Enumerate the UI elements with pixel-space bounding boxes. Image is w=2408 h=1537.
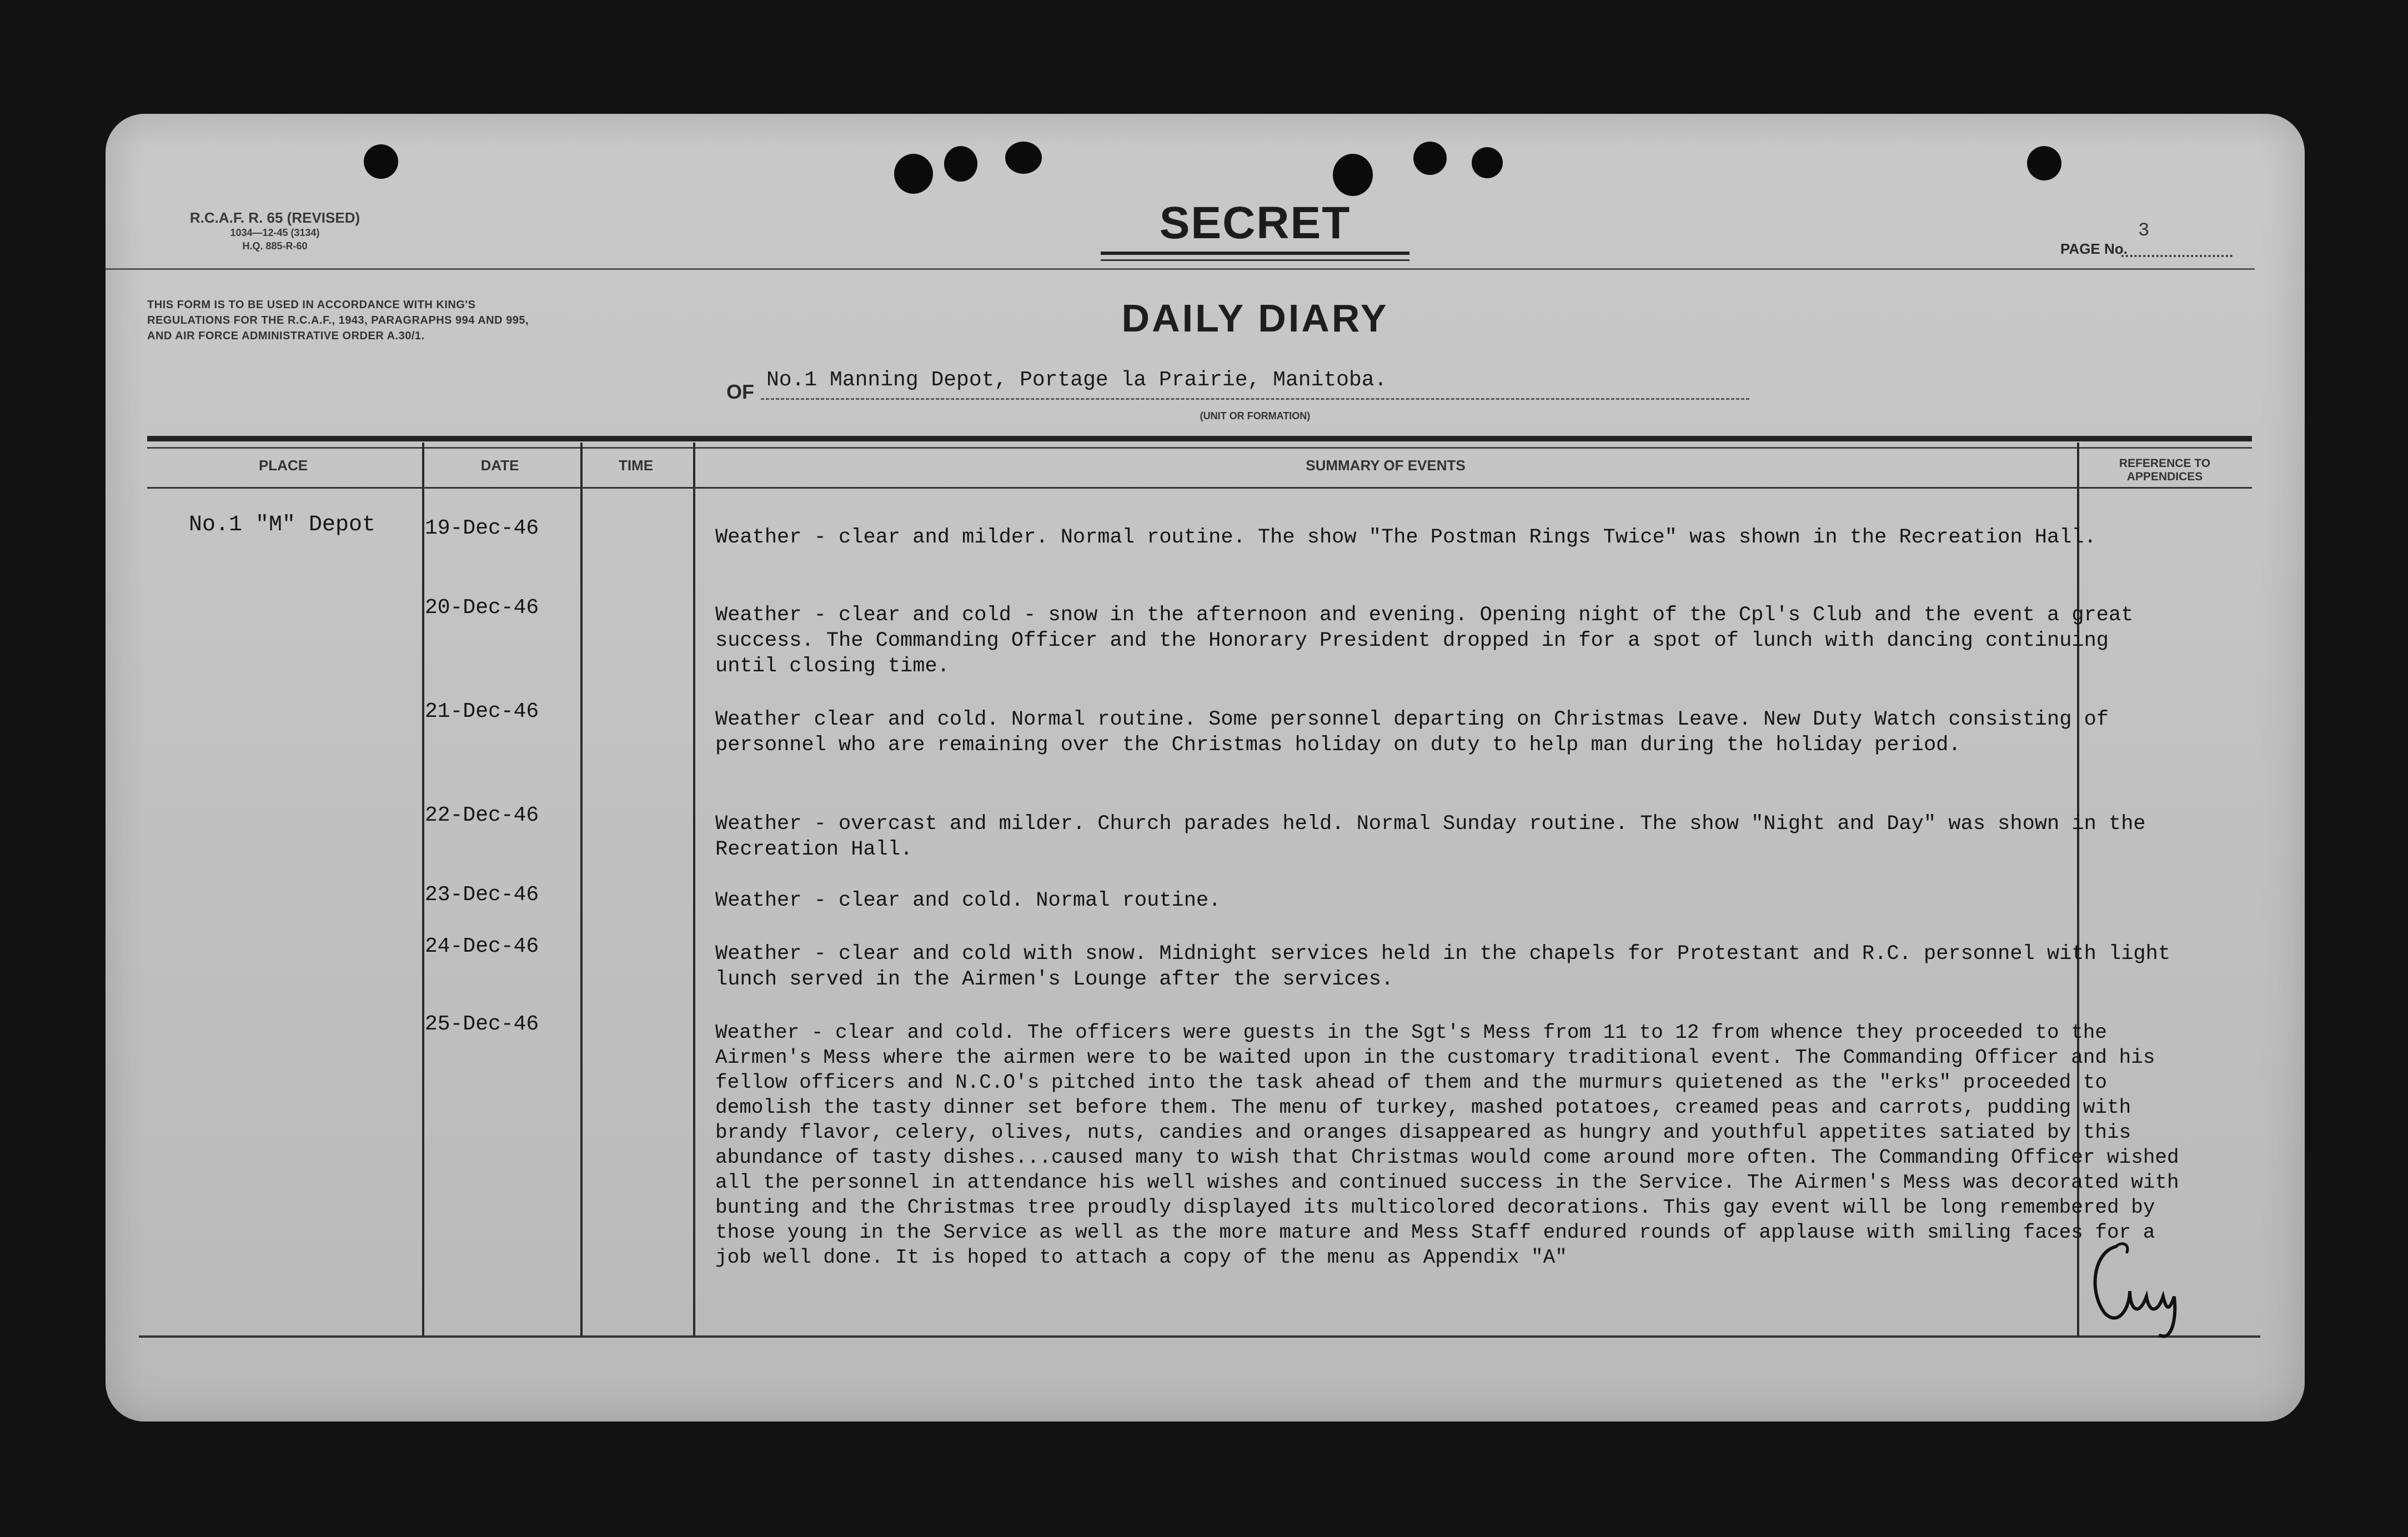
header-rule xyxy=(106,268,2255,270)
classification-underline xyxy=(1101,252,1409,255)
classification-stamp: SECRET xyxy=(1159,198,1351,248)
header-bottom-rule xyxy=(147,487,2252,489)
date-cell: 19-Dec-46 xyxy=(425,516,539,540)
header-time: TIME xyxy=(618,457,654,474)
page-number: 3 xyxy=(2138,220,2150,242)
summary-cell: Weather - overcast and milder. Church parades held. Normal Sunday routine. The show "Night and Day" was shown in the Recreation Hall. xyxy=(715,812,2146,861)
form-instructions: THIS FORM IS TO BE USED IN ACCORDANCE WITH KING'S REGULATIONS FOR THE R.C.A.F., 1943, PARAGRAPHS 994 AND 995, AND AIR FORCE ADMINISTRATIVE ORDER A.30/1. xyxy=(147,299,529,342)
of-label: OF xyxy=(726,380,754,403)
column-divider xyxy=(422,443,424,1337)
punch-hole xyxy=(2027,146,2061,180)
unit-caption: (UNIT OR FORMATION) xyxy=(1200,410,1311,421)
punch-hole xyxy=(1413,142,1447,175)
header-reference: REFERENCE TO APPENDICES xyxy=(2119,457,2211,483)
summary-cell: Weather - clear and cold. The officers were guests in the Sgt's Mess from 11 to 12 from whence they proceeded to the Airmen's Mess where the airmen were to be waited upon in the customary traditional event. The Commanding Officer and his fellow officers and N.C.O's pitched into the task ahead of them and the murmurs quietened as the "erks" proceeded to demolish the tasty dinner set before them. The menu of turkey, mashed potatoes, creamed peas and carrots, pudding with brandy flavor, celery, olives, nuts, candies and oranges disappeared as hungry and youthful appetites satiated by this abundance of tasty dishes...caused many to wish that Christmas would come around more often. The Commanding Officer wished all the personnel in attendance his well wishes and continued success in the Service. The Airmen's Mess was decorated with bunting and the Christmas tree proudly displayed its multicolored decorations. This gay event will be long remembered by those young in the Service as well as the more mature and Mess Staff endured rounds of applause with smiling faces for a job well done. It is hoped to attach a copy of the menu as Appendix "A" xyxy=(715,1021,2179,1269)
date-cell: 25-Dec-46 xyxy=(425,1012,539,1036)
summary-cell: Weather clear and cold. Normal routine. Some personnel departing on Christmas Leave. New Duty Watch consisting of personnel who are remaining over the Christmas holiday on duty to help man during the holiday period. xyxy=(715,708,2109,757)
page-number-line xyxy=(2121,255,2233,257)
summary-cell: Weather - clear and milder. Normal routine. The show "The Postman Rings Twice" was shown in the Recreation Hall. xyxy=(715,526,2096,549)
punch-hole xyxy=(894,154,933,194)
form-number: R.C.A.F. R. 65 (REVISED) xyxy=(189,209,360,226)
punch-hole xyxy=(1472,147,1503,178)
date-cell: 24-Dec-46 xyxy=(425,935,539,958)
header-place: PLACE xyxy=(258,457,308,474)
page-label: PAGE No. xyxy=(2060,240,2128,257)
punch-hole xyxy=(1333,154,1373,196)
form-identifier xyxy=(158,209,392,253)
table-top-rule-thin xyxy=(147,447,2252,449)
date-cell: 22-Dec-46 xyxy=(425,803,539,827)
summary-cell: Weather - clear and cold with snow. Midnight services held in the chapels for Protestant and R.C. personnel with light lunch served in the Airmen's Lounge after the services. xyxy=(715,942,2171,991)
header-summary: SUMMARY OF EVENTS xyxy=(1306,457,1466,474)
unit-name: No.1 Manning Depot, Portage la Prairie, Manitoba. xyxy=(766,368,1387,392)
handwritten-signature xyxy=(2077,1230,2210,1341)
form-title: DAILY DIARY xyxy=(1121,297,1389,340)
diary-card xyxy=(106,114,2305,1422)
summary-cell: Weather - clear and cold. Normal routine. xyxy=(715,889,1221,912)
punch-hole xyxy=(364,144,398,179)
classification-underline xyxy=(1101,259,1409,261)
summary-cell: Weather - clear and cold - snow in the afternoon and evening. Opening night of the Cpl's Club and the event a great success. The Commanding Officer and the Honorary President dropped in for a spot of lunch with dancing continuing until closing time. xyxy=(715,604,2134,678)
date-cell: 23-Dec-46 xyxy=(425,883,539,907)
print-code: 1034—12-45 (3134) xyxy=(230,227,320,238)
table-top-rule xyxy=(147,436,2252,441)
place-cell: No.1 "M" Depot xyxy=(189,513,376,538)
hq-code: H.Q. 885-R-60 xyxy=(242,240,308,252)
column-divider xyxy=(580,443,583,1337)
punch-hole xyxy=(944,146,977,182)
table-bottom-rule xyxy=(139,1335,2260,1338)
header-date: DATE xyxy=(480,457,519,474)
punch-hole xyxy=(1005,142,1042,174)
date-cell: 20-Dec-46 xyxy=(425,596,539,620)
unit-underline xyxy=(761,398,1749,400)
date-cell: 21-Dec-46 xyxy=(425,700,539,724)
column-divider xyxy=(693,443,695,1337)
